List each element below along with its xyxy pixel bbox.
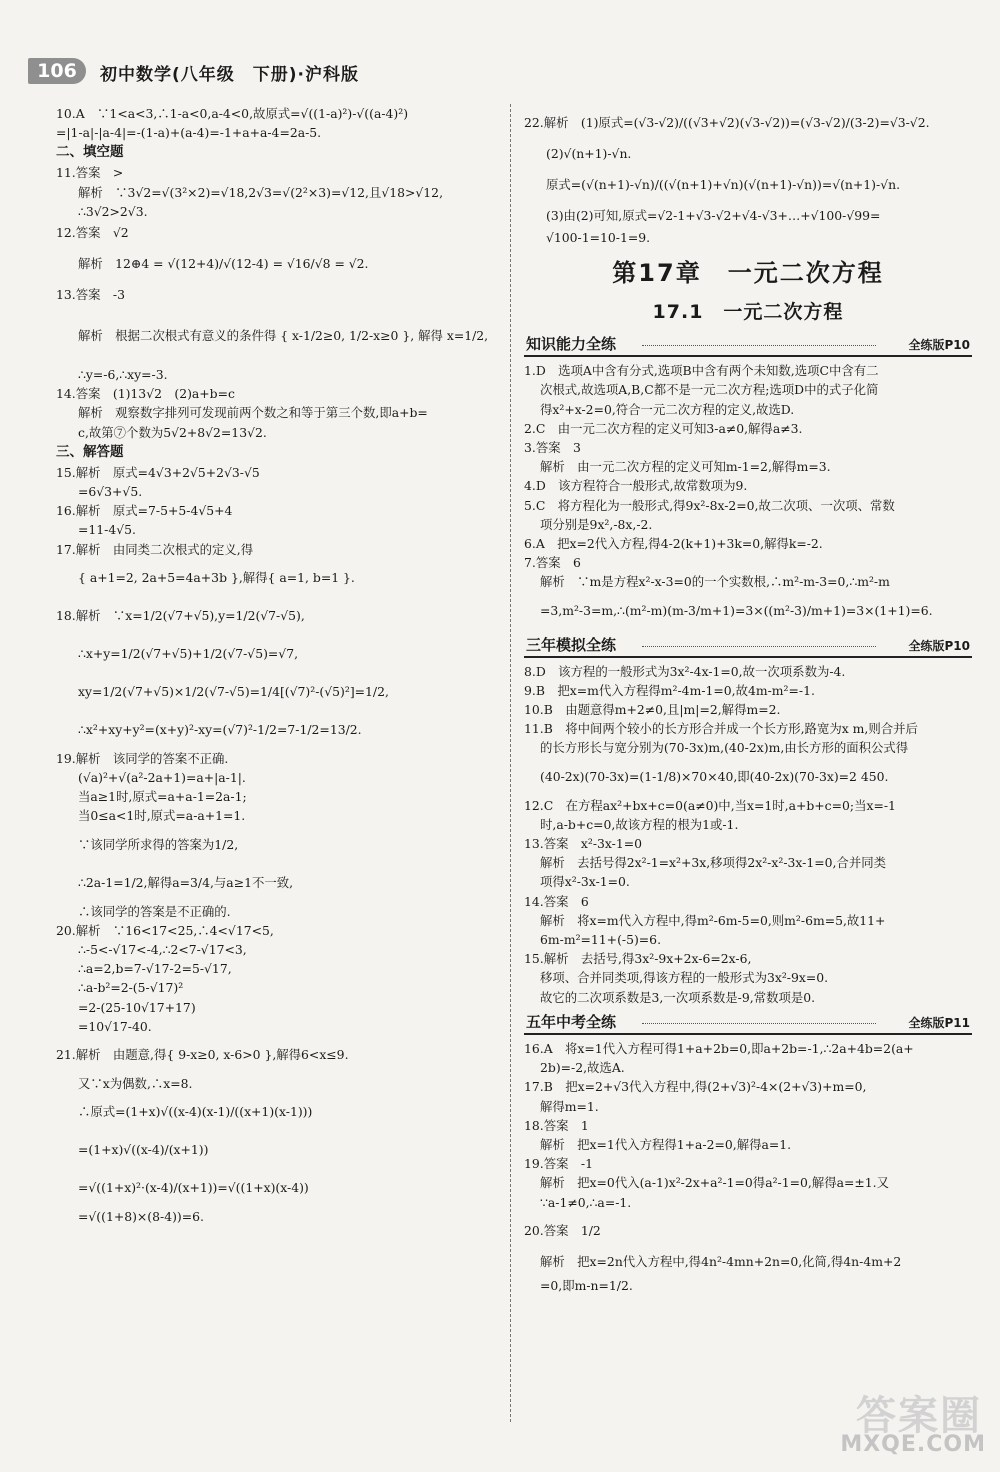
answer-line: (40-2x)(70-3x)=(1-1/8)×70×40,即(40-2x)(70-3x)=2 450. [540,768,889,784]
book-title: 初中数学(八年级 下册)·沪科版 [100,65,359,85]
answer-line: 的长方形长与宽分别为(70-3x)m,(40-2x)m,由长方形的面积公式得 [540,740,909,756]
left-column [56,104,498,1226]
answer-line: 16.A 将x=1代入方程可得1+a+2b=0,即a+2b=-1,∴2a+4b=2(a+ [524,1040,914,1056]
answer-line: 22.解析 (1)原式=(√3-√2)/((√3+√2)(√3-√2))=(√3-√2)/(3-2)=√3-√2. [524,115,930,130]
answer-line: 10.B 由题意得m+2≠0,且|m|=2,解得m=2. [524,702,781,718]
answer-line: =√((1+8)×(8-4))=6. [78,1209,204,1225]
dotted-leader [642,1023,876,1024]
knowledge-answers [524,361,972,629]
answer-line: 18.解析 ∵x=1/2(√7+√5),y=1/2(√7-√5), [56,607,305,623]
answer-line: ∴原式=(1+x)√((x-4)(x-1)/((x+1)(x-1))) [78,1104,313,1120]
answer-line: 20.解析 ∵16<17<25,∴4<√17<5, [56,922,274,938]
answer-line: 项分别是9x²,-8x,-2. [540,516,653,532]
dotted-leader [642,646,876,647]
answer-line: xy=1/2(√7+√5)×1/2(√7-√5)=1/4[(√7)²-(√5)²]=1/2, [78,683,389,699]
answer-line: (√a)²+√(a²-2a+1)=a+|a-1|. [78,770,246,786]
answer-line: 时,a-b+c=0,故该方程的根为1或-1. [540,816,739,832]
answer-line: 14.答案 (1)13√2 (2)a+b=c [56,386,235,402]
answer-line: (2)√(n+1)-√n. [546,146,632,161]
answer-line: 1.D 选项A中含有分式,选项B中含有两个未知数,选项C中含有二 [524,363,879,379]
section-bar-ref: 全练版P10 [908,338,970,353]
answer-line: ∴x+y=1/2(√7+√5)+1/2(√7-√5)=√7, [78,645,299,661]
answer-line: =2-(25-10√17+17) [78,999,196,1015]
answer-line: 解析 把x=1代入方程得1+a-2=0,解得a=1. [540,1136,792,1152]
answer-line: =(1+x)√((x-4)/(x+1)) [78,1142,209,1158]
answer-line: { a+1=2, 2a+5=4a+3b },解得{ a=1, b=1 }. [78,569,355,585]
watermark-text: 答案圈 [856,1393,982,1439]
answer-line: 解析 观察数字排列可发现前两个数之和等于第三个数,即a+b= [78,405,428,421]
answer-line: 21.解析 由题意,得{ 9-x≥0, x-6>0 },解得6<x≤9. [56,1047,349,1063]
answer-line: (3)由(2)可知,原式=√2-1+√3-√2+√4-√3+…+√100-√99= [546,208,881,223]
section-bar-title: 三年模拟全练 [526,635,617,654]
answer-line: 17.解析 由同类二次根式的定义,得 [56,541,254,557]
answer-line: 10.A ∵1<a<3,∴1-a<0,a-4<0,故原式=√((1-a)²)-√((a-4)²) [56,106,409,121]
answer-line: =10√17-40. [78,1018,152,1034]
answer-line: 故它的二次项系数是3,一次项系数是-9,常数项是0. [540,989,816,1005]
section-bar-three-year [524,634,972,658]
answer-line: 又∵x为偶数,∴x=8. [78,1076,193,1092]
right-column [524,104,972,1298]
answer-line: 解析 把x=0代入(a-1)x²-2x+a²-1=0得a²-1=0,解得a=±1.又 [540,1175,889,1191]
answer-line: 13.答案 -3 [56,287,125,303]
answer-line: 18.答案 1 [524,1117,589,1133]
section-title: 17.1 一元二次方程 [652,301,844,324]
watermark-logo [800,1384,990,1464]
answer-line: ∵该同学所求得的答案为1/2, [78,836,239,852]
answer-line: =3,m²-3=m,∴(m²-m)(m-3/m+1)=3×((m²-3)/m+1)=3×(1+1)=6. [540,602,933,618]
answer-line: 得x²+x-2=0,符合一元二次方程的定义,故选D. [540,401,795,417]
answer-line: 6m-m²=11+(-5)=6. [540,932,662,948]
section-bar-ref: 全练版P10 [908,638,970,653]
answer-line: 项得x²-3x-1=0. [540,874,630,890]
page-number: 106 [28,58,86,84]
section-bar-title: 知识能力全练 [526,335,617,354]
answer-line: 2b)=-2,故选A. [540,1060,625,1076]
answer-line: 解析 ∵3√2=√(3²×2)=√18,2√3=√(2²×3)=√12,且√18>√12, [78,184,444,200]
answer-line: c,故第⑦个数为5√2+8√2=13√2. [78,424,267,440]
three-year-answers [524,662,972,1007]
answer-line: 12.答案 √2 [56,225,129,241]
answer-line: 14.答案 6 [524,893,589,909]
section-heading: 三、解答题 [56,443,124,460]
answer-line: 次根式,故选项A,B,C都不是一元二次方程;选项D中的式子化简 [540,382,879,398]
section-bar-five-year [524,1011,972,1035]
answer-line: 15.解析 原式=4√3+2√5+2√3-√5 [56,464,260,480]
answer-line: ∵a-1≠0,∴a=-1. [540,1194,632,1210]
answer-line: =|1-a|-|a-4|=-(1-a)+(a-4)=-1+a+a-4=2a-5. [56,125,322,141]
page-header [28,54,488,88]
chapter-title: 第17章 一元二次方程 [612,259,884,288]
answer-line: ∴a-b²=2-(5-√17)² [78,980,184,996]
answer-line: =11-4√5. [78,522,136,538]
answer-line: ∴-5<-√17<-4,∴2<7-√17<3, [78,942,247,958]
answer-line: 解析 由一元二次方程的定义可知m-1=2,解得m=3. [540,459,831,475]
column-divider [510,104,511,1422]
answer-line: 7.答案 6 [524,555,581,571]
answer-line: 解得m=1. [540,1098,599,1114]
answer-line: ∴x²+xy+y²=(x+y)²-xy=(√7)²-1/2=7-1/2=13/2. [78,721,362,737]
answer-line: 9.B 把x=m代入方程得m²-4m-1=0,故4m-m²=-1. [524,682,815,698]
answer-line: √100-1=10-1=9. [546,230,651,245]
answer-line: 2.C 由一元二次方程的定义可知3-a≠0,解得a≠3. [524,420,803,436]
answer-line: 20.答案 1/2 [524,1222,601,1238]
answer-line: 当0≤a<1时,原式=a-a+1=1. [78,808,246,824]
five-year-answers [524,1039,972,1298]
answer-line: 移项、合并同类项,得该方程的一般形式为3x²-9x=0. [540,970,829,986]
dotted-leader [642,345,876,346]
answer-line: 解析 去括号得2x²-1=x²+3x,移项得2x²-x²-3x-1=0,合并同类 [540,855,886,871]
answer-line: 解析 把x=2n代入方程中,得4n²-4mn+2n=0,化简,得4n-4m+2 [540,1253,902,1269]
answer-line: 11.B 将中间两个较小的长方形合并成一个长方形,路宽为x m,则合并后 [524,721,918,737]
answer-line: 5.C 将方程化为一般形式,得9x²-8x-2=0,故二次项、一次项、常数 [524,497,895,513]
answer-line: =√((1+x)²·(x-4)/(x+1))=√((1+x)(x-4)) [78,1180,309,1196]
answer-line: ∴y=-6,∴xy=-3. [78,367,168,383]
answer-line: =0,即m-n=1/2. [540,1277,633,1293]
answer-line: 解析 将x=m代入方程中,得m²-6m-5=0,则m²-6m=5,故11+ [540,912,886,928]
section-bar-title: 五年中考全练 [526,1012,617,1031]
answer-line: =6√3+√5. [78,484,143,500]
answer-line: 16.解析 原式=7-5+5-4√5+4 [56,503,233,519]
answer-line: 17.B 把x=2+√3代入方程中,得(2+√3)²-4×(2+√3)+m=0, [524,1079,867,1095]
answer-line: ∴3√2>2√3. [78,203,148,219]
answer-line: 解析 12⊕4 = √(12+4)/√(12-4) = √16/√8 = √2. [78,256,369,272]
answer-line: 当a≥1时,原式=a+a-1=2a-1; [78,789,247,805]
section-bar-knowledge [524,333,972,357]
answer-line: 3.答案 3 [524,440,581,456]
answer-line: 4.D 该方程符合一般形式,故常数项为9. [524,478,748,494]
section-heading: 二、填空题 [56,144,124,161]
section-bar-ref: 全练版P11 [908,1015,970,1030]
answer-line: 11.答案 > [56,165,124,181]
answer-line: 19.答案 -1 [524,1156,593,1172]
answer-line: 12.C 在方程ax²+bx+c=0(a≠0)中,当x=1时,a+b+c=0;当x=-1 [524,797,896,813]
answer-line: ∴2a-1=1/2,解得a=3/4,与a≥1不一致, [78,874,294,890]
answer-line: 13.答案 x²-3x-1=0 [524,836,643,852]
answer-line: 15.解析 去括号,得3x²-9x+2x-6=2x-6, [524,951,752,967]
answer-line: 解析 根据二次根式有意义的条件得 { x-1/2≥0, 1/2-x≥0 }, 解得 x=1/2, [78,328,489,344]
answer-line: ∴a=2,b=7-√17-2=5-√17, [78,961,232,977]
problem-22-block [524,104,972,247]
answer-line: 原式=(√(n+1)-√n)/((√(n+1)+√n)(√(n+1)-√n))=√(n+1)-√n. [546,177,901,192]
answer-line: 8.D 该方程的一般形式为3x²-4x-1=0,故一次项系数为-4. [524,663,846,679]
answer-line: 19.解析 该同学的答案不正确. [56,750,229,766]
answer-line: 解析 ∵m是方程x²-x-3=0的一个实数根,∴m²-m-3=0,∴m²-m [540,574,890,590]
answer-line: 6.A 把x=2代入方程,得4-2(k+1)+3k=0,解得k=-2. [524,536,823,552]
answer-line: ∴该同学的答案是不正确的. [78,903,231,919]
watermark-url: MXQE.COM [840,1432,986,1457]
